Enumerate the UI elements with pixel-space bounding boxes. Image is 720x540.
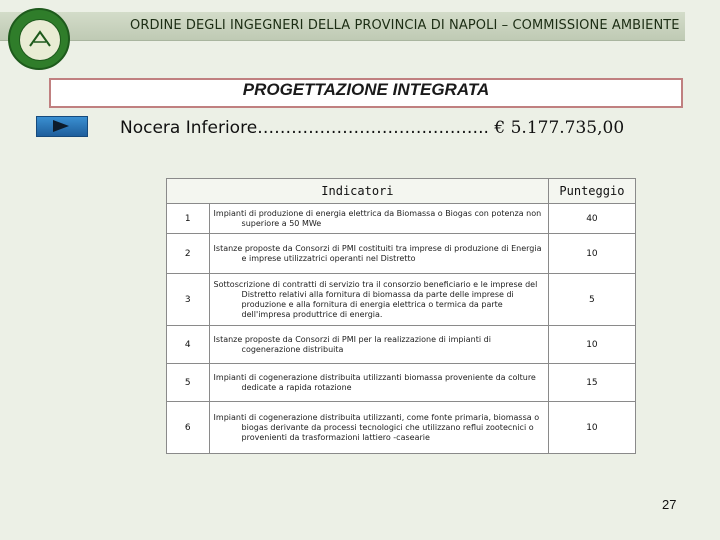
row-score: 15 (548, 364, 635, 402)
row-number: 4 (167, 326, 210, 364)
row-number: 5 (167, 364, 210, 402)
row-text (209, 274, 548, 326)
location-line (120, 118, 624, 138)
row-text-content: Istanze proposte da Consorzi di PMI per la realizzazione di impianti di cogenerazione distribuita (213, 334, 491, 354)
header-score: Punteggio (548, 179, 635, 204)
table-row (167, 326, 636, 364)
header-indicators: Indicatori (167, 179, 549, 204)
table-row (167, 274, 636, 326)
table-row (167, 364, 636, 402)
table-row (167, 234, 636, 274)
row-score: 10 (548, 234, 635, 274)
page-title: PROGETTAZIONE INTEGRATA (242, 80, 490, 99)
header-title: ORDINE DEGLI INGEGNERI DELLA PROVINCIA DI NAPOLI – COMMISSIONE AMBIENTE (130, 18, 680, 33)
row-text-content: Istanze proposte da Consorzi di PMI costituiti tra imprese di produzione di Energia e imprese utilizzatrici operanti nel Distretto (213, 243, 542, 263)
play-arrow-icon (53, 120, 69, 132)
row-score: 10 (548, 402, 635, 454)
location-amount: € 5.177.735,00 (494, 118, 625, 138)
row-number: 2 (167, 234, 210, 274)
row-number: 1 (167, 204, 210, 234)
row-text (209, 402, 548, 454)
table-row (167, 204, 636, 234)
logo-center (19, 19, 61, 61)
row-number: 3 (167, 274, 210, 326)
play-arrow-button[interactable] (36, 116, 88, 137)
row-text (209, 326, 548, 364)
row-text-content: Impianti di cogenerazione distribuita utilizzanti, come fonte primaria, biomassa o biogas derivante da processi tecnologici che utilizzano reflui zootecnici o provenienti da trasformazioni lattiero -casearie (213, 412, 540, 442)
location-name: Nocera Inferiore (120, 118, 258, 138)
table-row (167, 402, 636, 454)
logo-mark-icon (20, 20, 60, 60)
table-header-row (167, 179, 636, 204)
row-number: 6 (167, 402, 210, 454)
row-text-content: Sottoscrizione di contratti di servizio tra il consorzio beneficiario e le imprese del Distretto relativi alla fornitura di biomassa da parte delle imprese di produzione e alla fornitura di energia elettrica o termica da parte dell'impresa produttrice di energia. (213, 279, 538, 319)
order-seal-logo (8, 8, 70, 70)
row-text (209, 364, 548, 402)
row-score: 10 (548, 326, 635, 364)
row-score: 40 (548, 204, 635, 234)
row-text-content: Impianti di produzione di energia elettrica da Biomassa o Biogas con potenza non superiore a 50 MWe (213, 208, 542, 228)
page-number: 27 (662, 497, 677, 512)
row-text (209, 204, 548, 234)
indicators-table (166, 178, 636, 454)
row-text-content: Impianti di cogenerazione distribuita utilizzanti biomassa proveniente da colture dedicate a rapida rotazione (213, 372, 536, 392)
location-dots: ………………………………….. (257, 118, 489, 138)
row-text (209, 234, 548, 274)
row-score: 5 (548, 274, 635, 326)
